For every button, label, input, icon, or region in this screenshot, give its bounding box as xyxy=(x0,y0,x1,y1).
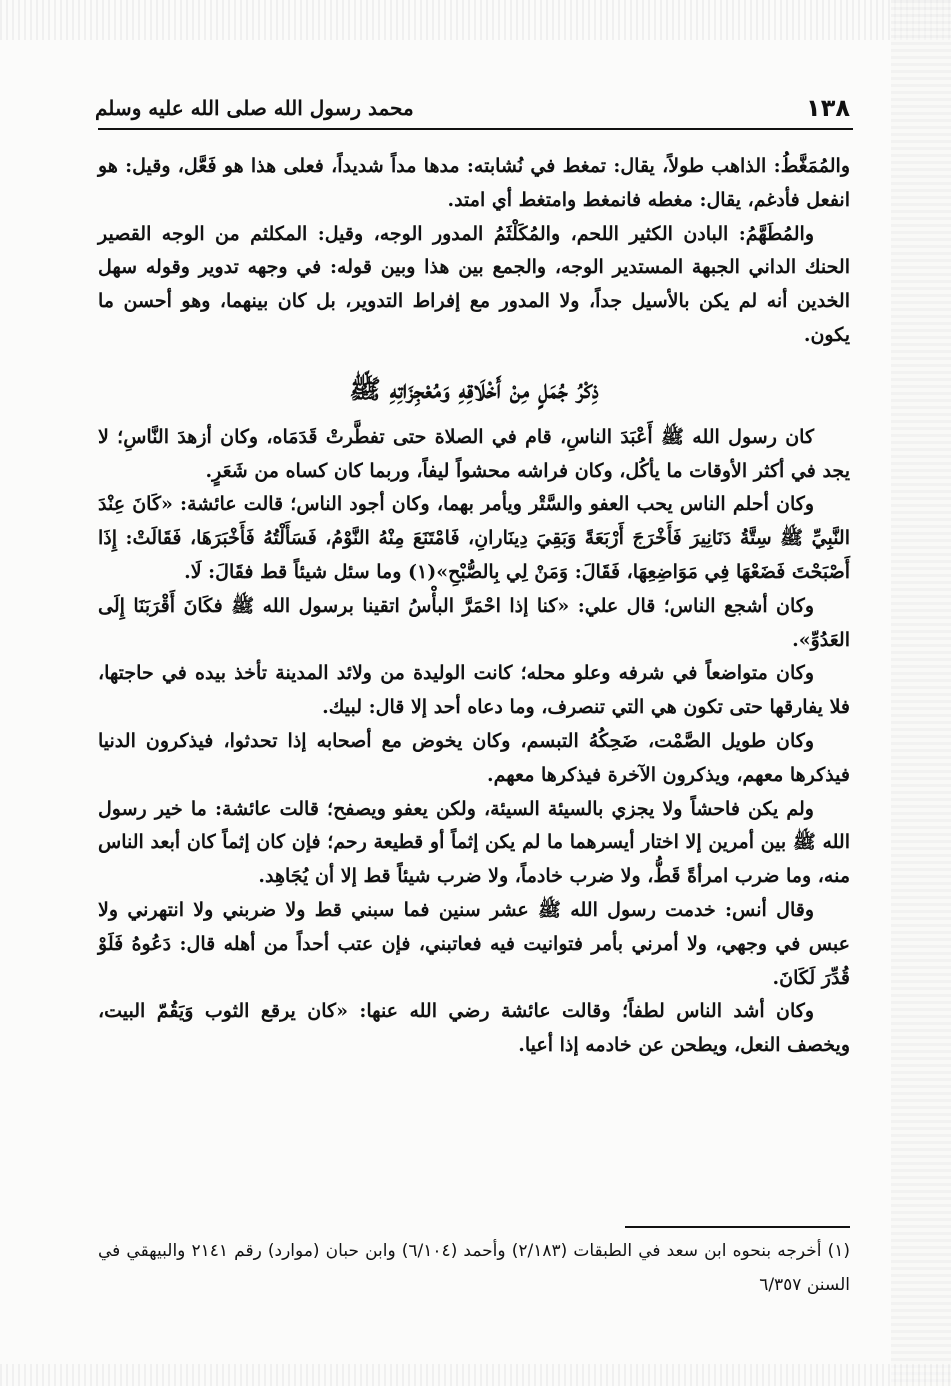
scan-noise-bottom xyxy=(0,1364,951,1386)
paragraph-humility: وكان متواضعاً في شرفه وعلو محله؛ كانت الوليدة من ولائد المدينة تأخذ بيده في حاجتها، فلا يفارقها حتى تكون هي التي تنصرف، وما دعاه أحد إلا قال: لبيك. xyxy=(98,662,850,719)
paragraph-worship: كان رسول الله ﷺ أَعْبَدَ الناسِ، قام في الصلاة حتى تفطَّرتْ قَدَمَاه، وكان أزهدَ النَّاسِ؛ لا يجد في أكثر الأوقات ما يأكُل، وكان فراشه محشواً ليفاً، وربما كان كساه من شَعَرٍ. xyxy=(98,425,850,482)
section-heading: ذِكْرُ جُمَلٍ مِنْ أَخْلَاقِهِ وَمُعْجِزَاتِهِ ﷺ xyxy=(349,374,599,405)
footnote: (١) أخرجه بنحوه ابن سعد في الطبقات (٢/١٨٣) وأحمد (٦/١٠٤) وابن حبان (موارد) رقم ٢١٤١ والبيهقي في السنن ٦/٣٥٧ xyxy=(98,1241,850,1295)
paragraph-generosity: وكان أحلم الناس يحب العفو والسَّتْر ويأمر بهما، وكان أجود الناس؛ قالت عائشة: «كَانَ عِنْدَ النَّبِيِّ ﷺ سِتَّةُ دَنَانِيرَ فَأَخْرَجَ أَرْبَعَةً وَبَقِيَ دِينَارانِ، فَامْتَنَعَ مِنْهُ النَّوْمُ، فَسَأَلْتُهُ فَأَخْبَرَهَا، فَقَالَتْ: إِذَا أَصْبَحْتَ فَضَعْهَا فِي مَوَاضِعِهَا، فَقَالَ: وَمَنْ لِي بِالصُّبْحِ»(١) وما سئل شيئاً قط فقَالَ: لَا. xyxy=(98,493,850,583)
scan-noise-right xyxy=(891,0,951,1386)
paragraph-courage: وكان أشجع الناس؛ قال علي: «كنا إذا احْمَرَّ البأْسُ اتقينا برسول الله ﷺ فكَانَ أَقْرَبَنَا إِلَى العَدُوِّ». xyxy=(98,594,850,651)
page-header xyxy=(95,92,850,128)
main-text xyxy=(98,150,850,1063)
paragraph-mutahham: والمُطَهَّمُ: البادن الكثير اللحم، والمُكَلْثَمُ المدور الوجه، وقيل: المكلثم من الوجه القصير الحنك الداني الجبهة المستدير الوجه، والجمع بين هذا وبين قوله: في وجهه تدوير وقوله سهل الخدين أنه لم يكن بالأسيل جداً، ولا المدور مع إفراط التدوير، بل كان بينهما، وهو أحسن ما يكون. xyxy=(98,222,850,346)
footnote-rule xyxy=(625,1226,850,1228)
page-number: ١٣٨ xyxy=(806,94,850,122)
paragraph-mumaghghat: والمُمَغَّطُ: الذاهب طولاً، يقال: تمغط في نُشابته: مدها مداً شديداً، فعلى هذا هو فَعَّل، وقيل: هو انفعل فأدغم، يقال: مغطه فانمغط وامتغط أي امتد. xyxy=(98,155,850,211)
paragraph-silence: وكان طويل الصَّمْت، ضَحِكُهُ التبسم، وكان يخوض مع أصحابه إذا تحدثوا، فيذكرون الدنيا فيذكرها معهم، ويذكرون الآخرة فيذكرها معهم. xyxy=(98,729,850,786)
running-title: محمد رسول الله صلى الله عليه وسلم xyxy=(95,96,414,120)
paragraph-gentleness: وكان أشد الناس لطفاً؛ وقالت عائشة رضي الله عنها: «كان يرقع الثوب وَيَقُمّ البيت، ويخصف النعل، ويطحن عن خادمه إذا أعيا. xyxy=(98,1000,850,1057)
scan-noise-top xyxy=(0,0,951,40)
paragraph-anas: وقال أنس: خدمت رسول الله ﷺ عشر سنين فما سبني قط ولا ضربني ولا انتهرني ولا عبس في وجهي، ولا أمرني بأمر فتوانيت فيه فعاتبني، فإن عتب أحداً من أهله قال: دَعُوهُ فَلَوْ قُدِّرَ لَكَانَ. xyxy=(98,898,850,989)
header-rule xyxy=(98,128,853,130)
paragraph-forgiveness: ولم يكن فاحشاً ولا يجزي بالسيئة السيئة، ولكن يعفو ويصفح؛ قالت عائشة: ما خير رسول الله ﷺ بين أمرين إلا اختار أيسرهما ما لم يكن إثماً أو قطيعة رحم؛ فإن كان إثماً كان أبعد الناس منه، وما ضرب امرأةً قَطُّ، ولا ضرب خادماً، ولا ضرب شيئاً قط إلا أن يُجَاهِد. xyxy=(98,797,850,888)
